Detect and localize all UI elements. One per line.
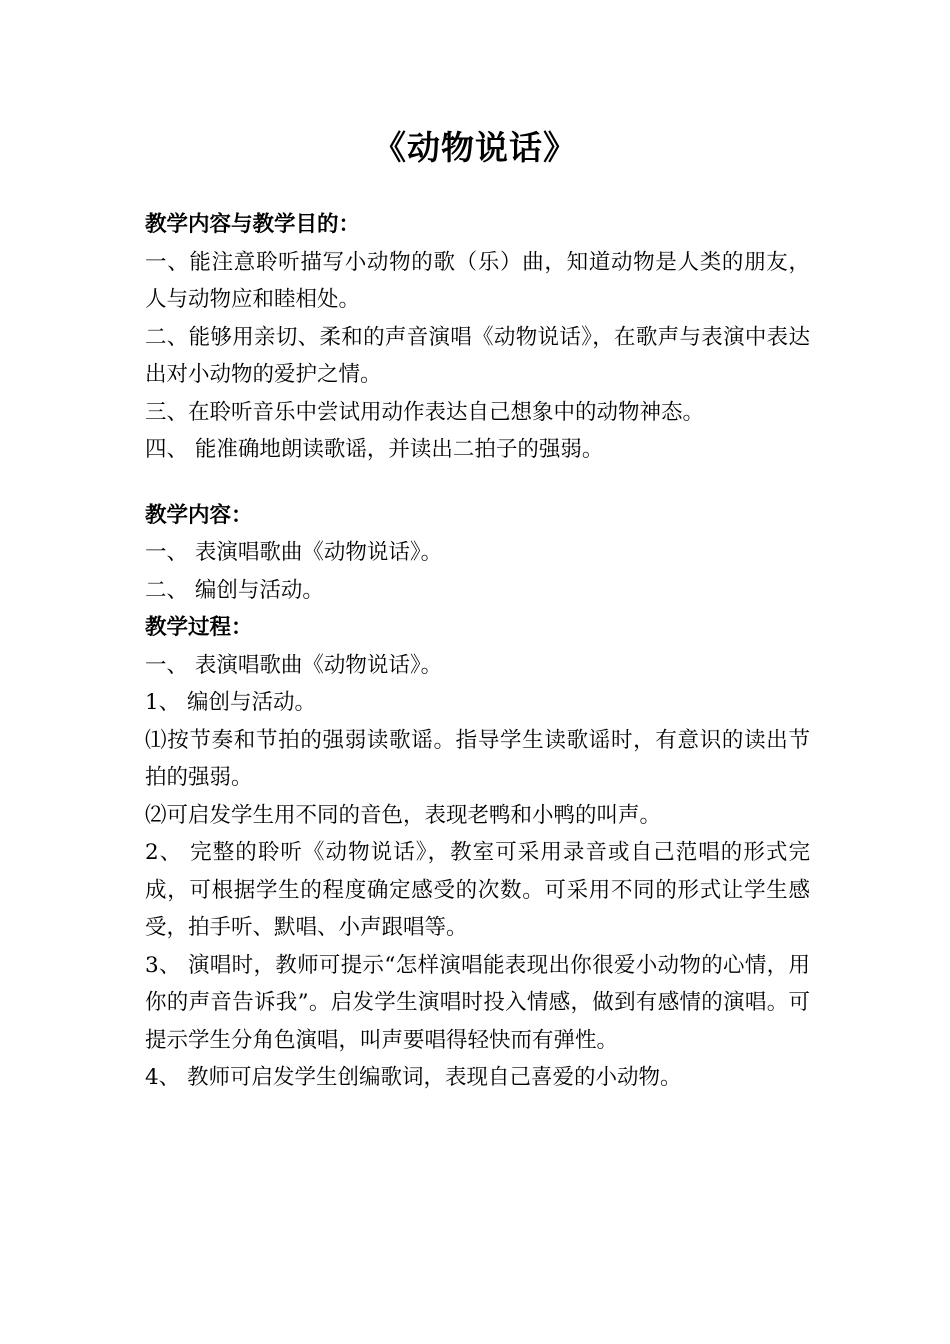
- objective-item-2: 二、能够用亲切、柔和的声音演唱《动物说话》，在歌声与表演中表达出对小动物的爱护之情。: [145, 324, 810, 387]
- document-title: 《动物说话》: [373, 128, 577, 167]
- content-item-2: 二、 编创与活动。: [145, 577, 324, 603]
- process-item-5: 2、 完整的聆听《动物说话》，教室可采用录音或自己范唱的形式完成，可根据学生的程度确定感受的次数。可采用不同的形式让学生感受，拍手听、默唱、小声跟唱等。: [145, 840, 810, 940]
- section-heading-objectives: 教学内容与教学目的：: [145, 212, 361, 237]
- objective-item-1: 一、能注意聆听描写小动物的歌（乐）曲，知道动物是人类的朋友，人与动物应和睦相处。: [145, 249, 810, 312]
- objective-item-3: 三、在聆听音乐中尝试用动作表达自己想象中的动物神态。: [145, 399, 705, 425]
- objective-item-4: 四、 能准确地朗读歌谣，并读出二拍子的强弱。: [145, 437, 604, 462]
- process-item-7: 4、 教师可启发学生创编歌词，表现自己喜爱的小动物。: [145, 1065, 682, 1090]
- section-heading-process: 教学过程：: [145, 615, 253, 640]
- section-spacer: [145, 469, 810, 497]
- document-body: [145, 206, 810, 1097]
- content-item-1: 一、 表演唱歌曲《动物说话》。: [145, 540, 443, 565]
- section-heading-content: 教学内容：: [145, 502, 253, 528]
- process-item-2: 1、 编创与活动。: [145, 690, 317, 715]
- process-item-6: 3、 演唱时，教师可提示“怎样演唱能表现出你很爱小动物的心情，用你的声音告诉我”。启发学生演唱时投入情感，做到有感情的演唱。可提示学生分角色演唱，叫声要唱得轻快而有弹性。: [145, 952, 810, 1053]
- process-item-3: ⑴按节奏和节拍的强弱读歌谣。指导学生读歌谣时，有意识的读出节拍的强弱。: [145, 727, 810, 790]
- process-item-4: ⑵可启发学生用不同的音色，表现老鸭和小鸭的叫声。: [145, 802, 662, 828]
- process-item-1: 一、 表演唱歌曲《动物说话》。: [145, 652, 443, 678]
